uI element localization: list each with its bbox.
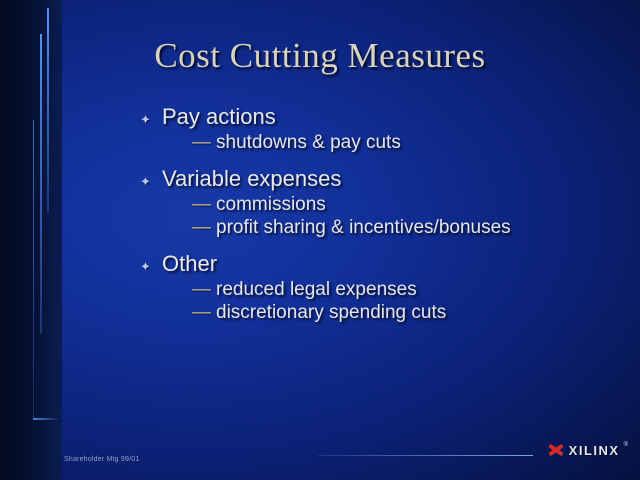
dash-icon: — (192, 279, 211, 300)
bullet-item (140, 166, 610, 192)
bullet-heading: Variable expenses (162, 166, 342, 191)
diamond-bullet-icon: ✦ (140, 174, 151, 189)
sub-bullet-text: discretionary spending cuts (216, 302, 447, 323)
bullet-item (140, 104, 610, 130)
bullet-heading: Pay actions (162, 104, 276, 129)
accent-line-2 (40, 34, 42, 334)
footer-note: Shareholder Mtg 99/01 (64, 456, 140, 463)
xilinx-mark-icon (547, 441, 565, 459)
sub-bullet-text: reduced legal expenses (216, 279, 417, 300)
bullet-group (140, 104, 610, 154)
diamond-bullet-icon: ✦ (140, 112, 151, 127)
logo-wordmark: XILINX (568, 442, 620, 458)
dash-icon: — (192, 194, 211, 215)
dash-icon: — (192, 302, 211, 323)
sub-bullet-item (192, 217, 610, 239)
sub-bullet-text: commissions (216, 194, 326, 215)
accent-line-3 (33, 120, 34, 420)
bullet-group (140, 166, 610, 239)
sub-bullet-item (192, 302, 610, 324)
bullet-item (140, 251, 610, 277)
dash-icon: — (192, 217, 211, 238)
sub-bullet-text: shutdowns & pay cuts (216, 132, 401, 153)
footer-divider (318, 455, 533, 456)
logo-trademark: ® (623, 442, 628, 448)
sub-bullet-item (192, 279, 610, 301)
sub-bullet-item (192, 194, 610, 216)
accent-corner (33, 418, 59, 420)
bullet-group (140, 251, 610, 324)
xilinx-logo (547, 441, 628, 459)
slide-title: Cost Cutting Measures (154, 36, 486, 75)
bullet-list (140, 104, 610, 336)
sub-bullet-text: profit sharing & incentives/bonuses (216, 217, 511, 238)
bullet-heading: Other (162, 251, 218, 276)
dash-icon: — (192, 132, 211, 153)
sub-bullet-item (192, 132, 610, 154)
diamond-bullet-icon: ✦ (140, 259, 151, 274)
